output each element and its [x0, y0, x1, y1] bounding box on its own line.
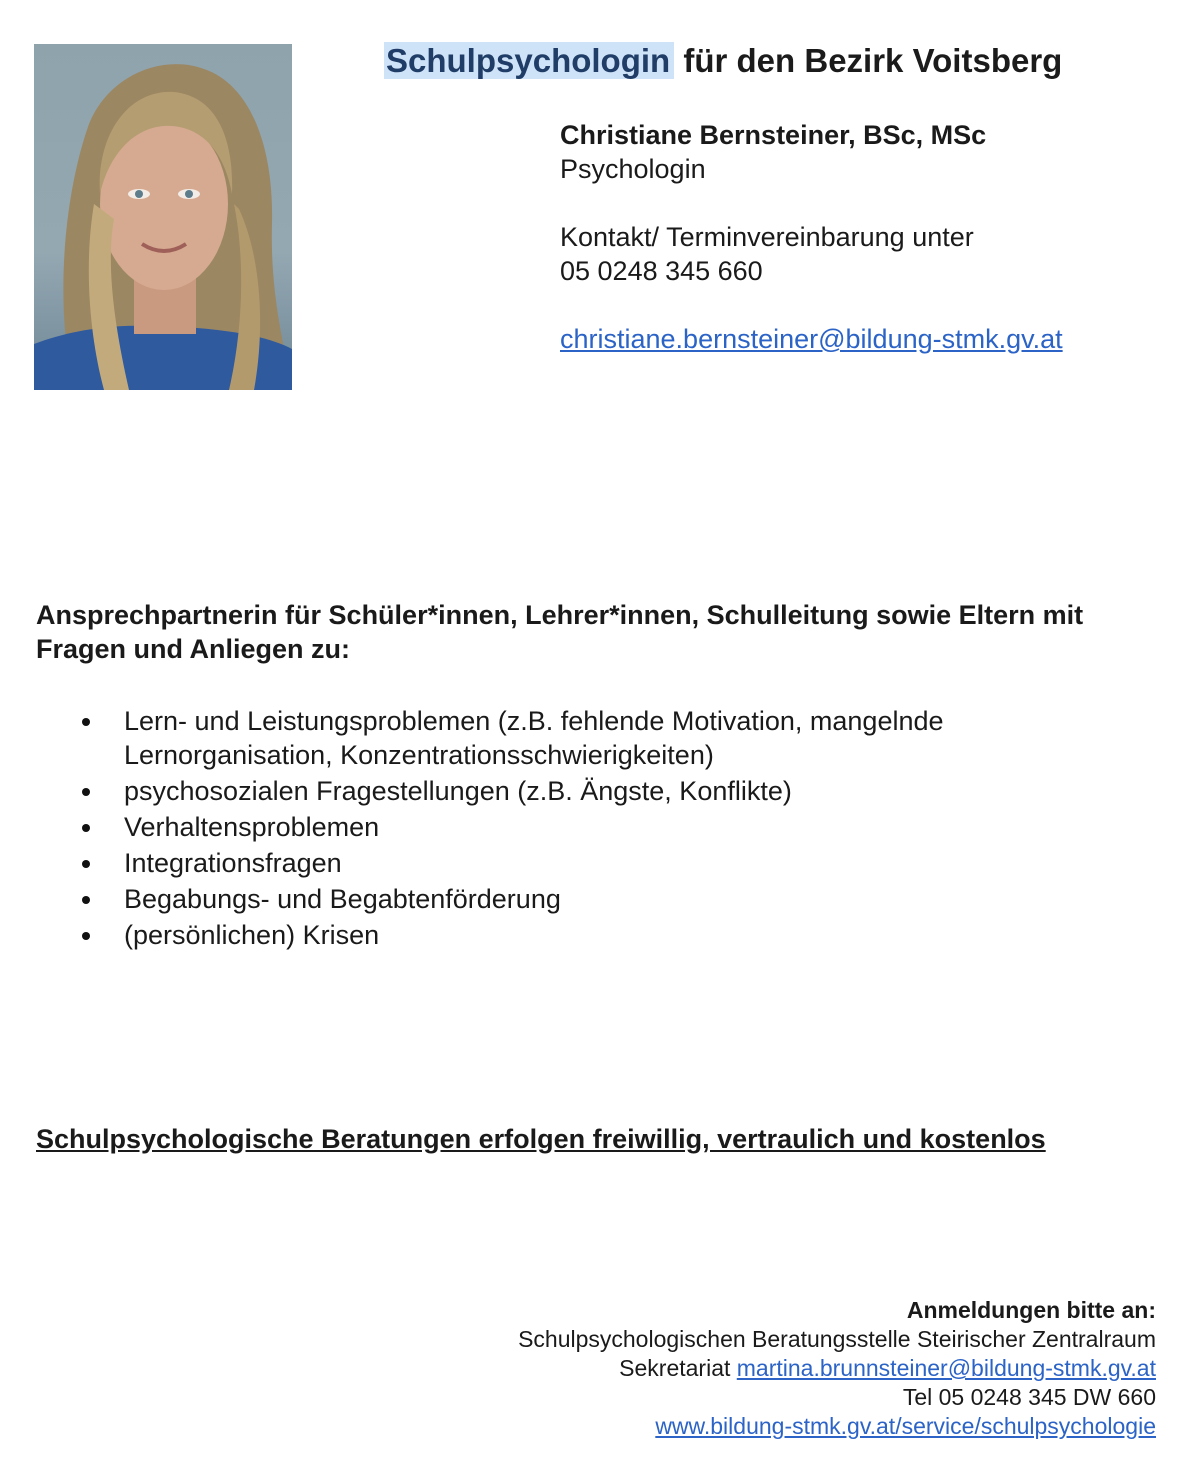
list-item — [78, 918, 1078, 952]
title-highlight: Schulpsychologin — [384, 42, 674, 79]
portrait-photo — [34, 44, 292, 390]
contact-block — [560, 118, 1063, 356]
intro-heading: Ansprechpartnerin für Schüler*innen, Lehrer*innen, Schulleitung sowie Eltern mit Fragen und Anliegen zu: — [36, 600, 1084, 664]
bullet-icon — [82, 718, 90, 726]
bullet-icon — [82, 896, 90, 904]
topic-text: Lern- und Leistungsproblemen (z.B. fehlende Motivation, mangelnde Lernorganisation, Konzentrationsschwierigkeiten) — [124, 706, 944, 770]
topic-text: psychosozialen Fragestellungen (z.B. Ängste, Konflikte) — [124, 776, 792, 806]
bullet-icon — [82, 788, 90, 796]
topic-text: Begabungs- und Begabtenförderung — [124, 884, 561, 914]
list-item — [78, 810, 1078, 844]
bullet-icon — [82, 824, 90, 832]
topic-list — [78, 704, 1078, 954]
page-title — [384, 42, 1062, 80]
website-link[interactable]: www.bildung-stmk.gv.at/service/schulpsychologie — [655, 1413, 1156, 1439]
list-item — [78, 774, 1078, 808]
topic-text: Verhaltensproblemen — [124, 812, 380, 842]
spacer — [560, 288, 1063, 322]
contact-phone: 05 0248 345 660 — [560, 256, 763, 286]
secretary-label: Sekretariat — [619, 1355, 737, 1381]
contact-line: Kontakt/ Terminvereinbarung unter — [560, 222, 974, 252]
registration-footer — [518, 1296, 1156, 1441]
psychologist-name: Christiane Bernsteiner, BSc, MSc — [560, 120, 987, 150]
consultation-statement: Schulpsychologische Beratungen erfolgen freiwillig, vertraulich und kostenlos — [36, 1124, 1046, 1154]
title-rest: für den Bezirk Voitsberg — [674, 42, 1063, 79]
footer-tel: Tel 05 0248 345 DW 660 — [902, 1384, 1156, 1410]
spacer — [560, 186, 1063, 220]
bullet-icon — [82, 932, 90, 940]
portrait-illustration — [34, 44, 292, 390]
footer-office: Schulpsychologischen Beratungsstelle Steirischer Zentralraum — [518, 1326, 1156, 1352]
psychologist-role: Psychologin — [560, 154, 706, 184]
bullet-icon — [82, 860, 90, 868]
topic-text: (persönlichen) Krisen — [124, 920, 380, 950]
list-item — [78, 846, 1078, 880]
contact-email-link[interactable]: christiane.bernsteiner@bildung-stmk.gv.at — [560, 324, 1063, 354]
topic-text: Integrationsfragen — [124, 848, 342, 878]
list-item — [78, 704, 1078, 772]
footer-secretary-line — [518, 1354, 1156, 1383]
list-item — [78, 882, 1078, 916]
footer-heading: Anmeldungen bitte an: — [906, 1297, 1156, 1323]
secretary-email-link[interactable]: martina.brunnsteiner@bildung-stmk.gv.at — [736, 1355, 1156, 1381]
